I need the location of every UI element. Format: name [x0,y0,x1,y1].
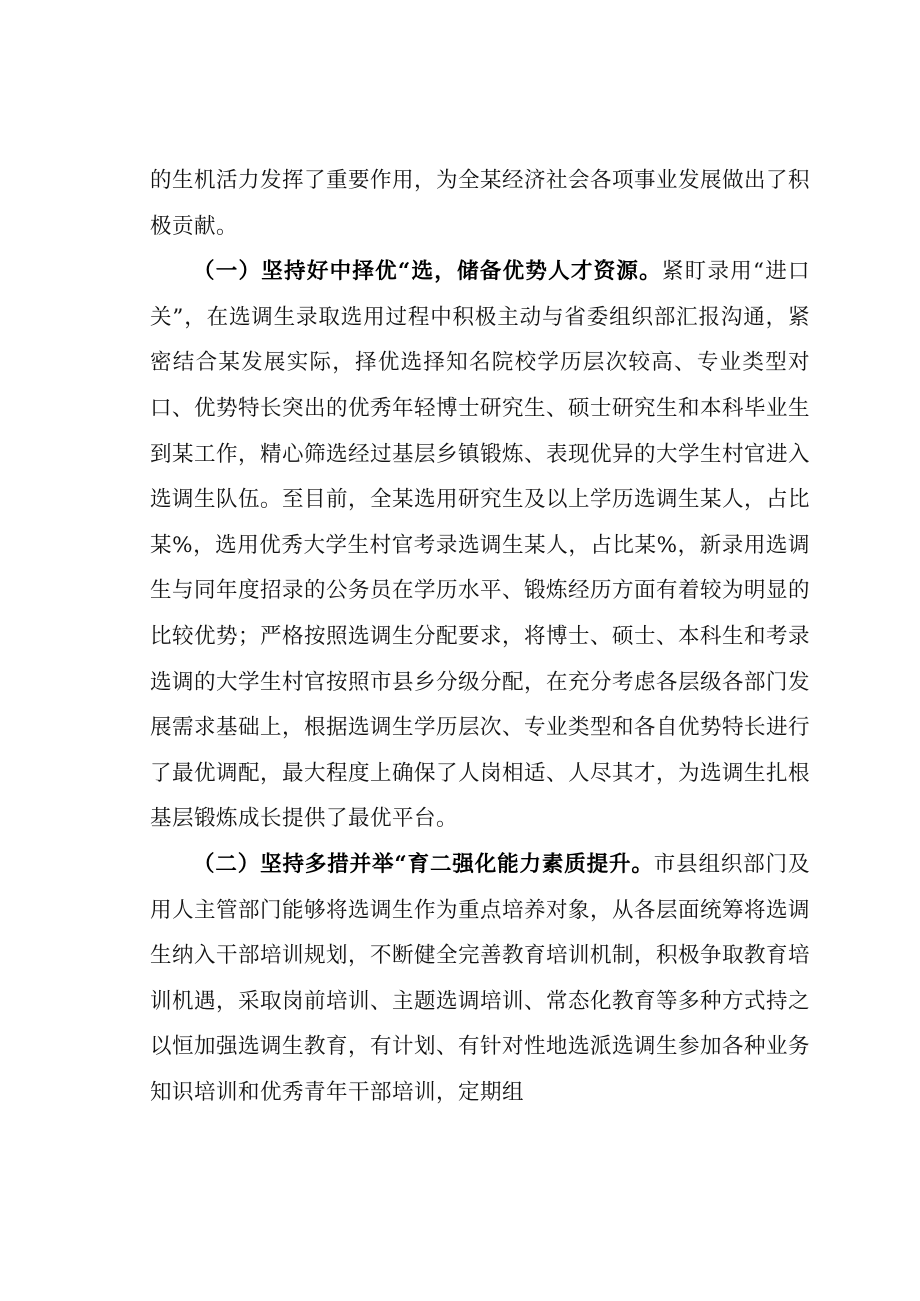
paragraph-text: 的生机活力发挥了重要作用，为全某经济社会各项事业发展做出了积极贡献。 [150,168,811,239]
paragraph-text: 市县组织部门及用人主管部门能够将选调生作为重点培养对象，从各层面统筹将选调生纳入干部培训规划，不断健全完善教育培训机制，积极争取教育培训机遇，采取岗前培训、主题选调培训、常态化教育等多种方式持之以恒加强选调生教育，有计划、有针对性地选派选调生参加各种业务知识培训和优秀青年干部培训，定期组 [150,851,811,1105]
paragraph-continuation [150,158,810,249]
section-heading: （一）坚持好中择优“选，储备优势人才资源。 [193,259,662,285]
paragraph-section-one [150,249,810,842]
paragraph-section-two [150,842,810,1116]
document-body [150,158,810,1115]
paragraph-text: 紧盯录用“进口关”，在选调生录取选用过程中积极主动与省委组织部汇报沟通，紧密结合某发展实际，择优选择知名院校学历层次较高、专业类型对口、优势特长突出的优秀年轻博士研究生、硕士研究生和本科毕业生到某工作，精心筛选经过基层乡镇锻炼、表现优异的大学生村官进入选调生队伍。至目前，全某选用研究生及以上学历选调生某人，占比某%，选用优秀大学生村官考录选调生某人，占比某%，新录用选调生与同年度招录的公务员在学历水平、锻炼经历方面有着较为明显的比较优势；严格按照选调生分配要求，将博士、硕士、本科生和考录选调的大学生村官按照市县乡分级分配，在充分考虑各层级各部门发展需求基础上，根据选调生学历层次、专业类型和各自优势特长进行了最优调配，最大程度上确保了人岗相适、人尽其才，为选调生扎根基层锻炼成长提供了最优平台。 [150,259,811,832]
section-heading: （二）坚持多措并举“育二强化能力素质提升。 [193,851,654,877]
